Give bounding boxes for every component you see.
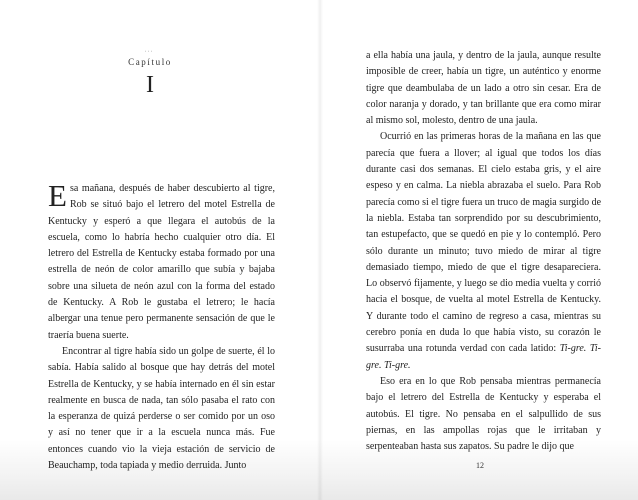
- chapter-number: I: [146, 72, 154, 98]
- chapter-ornament: ···: [144, 49, 154, 55]
- left-paragraph-1: Esa mañana, después de haber descubierto al tigre, Rob se situó bajo el letrero del motel Estrella de Kentucky y esperó a que llegara el autobús de la escuela, como lo habría hecho cualquier otro día. El letrero del Estrella de Kentucky estaba formado por una estrella de neón de color amarillo que subía y bajaba sobre una silueta de neón azul con la forma del estado de Kentucky. A Rob le gustaba el letrero; le hacía albergar una tenue pero permanente sensación de que le traería buena suerte.: [48, 178, 275, 341]
- right-paragraph-2: [366, 129, 601, 373]
- left-page: [0, 0, 318, 500]
- left-paragraph-2: Encontrar al tigre había sido un golpe de suerte, él lo sabía. Había salido al bosque que hay detrás del motel Estrella de Kentucky, y se había internado en él sin estar realmente en busca de nada, tan sólo pasaba el rato con la esperanza de quizá perderse o ser comido por un oso y así no tener que ir a la escuela nunca más. Fue entonces cuando vio la vieja estación de servicio de Beauchamp, toda tapiada y medio derruida. Junto: [48, 345, 275, 472]
- right-paragraph-2-text: Ocurrió en las primeras horas de la mañana en las que parecía que fuera a llover; al igual que todos los días durante casi dos semanas. El cielo estaba gris, y el aire espeso y en calma. La niebla abrazaba el suelo. Para Rob parecía como si el tigre fuera un truco de magia surgido de la niebla. Estaba tan sorprendido por su descubrimiento, tan estupefacto, que se quedó en pie y lo contempló. Pero sólo durante un minuto; tuvo miedo de mirar al tigre demasiado tiempo, miedo de que el tigre desapareciera. Lo observó fijamente, y luego se dio media vuelta y corrió hacia el bosque, de vuelta al motel Estrella de Kentucky. Y durante todo el camino de regreso a casa, mientras su cerebro ponía en duda lo que había visto, su corazón le susurraba una rotunda verdad con cada latido:: [366, 131, 602, 355]
- right-text-block: [366, 48, 601, 455]
- right-paragraph-1: a ella había una jaula, y dentro de la jaula, aunque resulte imposible de creer, había un tigre, un auténtico y enorme tigre que deambulaba de un lado a otro sin cesar. Era de color naranja y dorado, y tan brillante que era como mirar al mismo sol, molesto, dentro de una jaula.: [366, 50, 601, 127]
- right-page: [320, 0, 638, 500]
- left-text-block: [48, 178, 275, 474]
- right-paragraph-3: Eso era en lo que Rob pensaba mientras permanecía bajo el letrero del Estrella de Kentucky y esperaba el autobús. El tigre. No pensaba en el salpullido de sus piernas, en las ampollas rojas que le irritaban y serpenteaban hasta sus zapatos. Su padre le dijo que: [366, 375, 601, 453]
- page-number: 12: [476, 461, 484, 470]
- right-paragraph-2-italic: Ti-gre. Ti-gre. Ti-gre.: [366, 343, 601, 371]
- chapter-label: Capítulo: [128, 57, 172, 67]
